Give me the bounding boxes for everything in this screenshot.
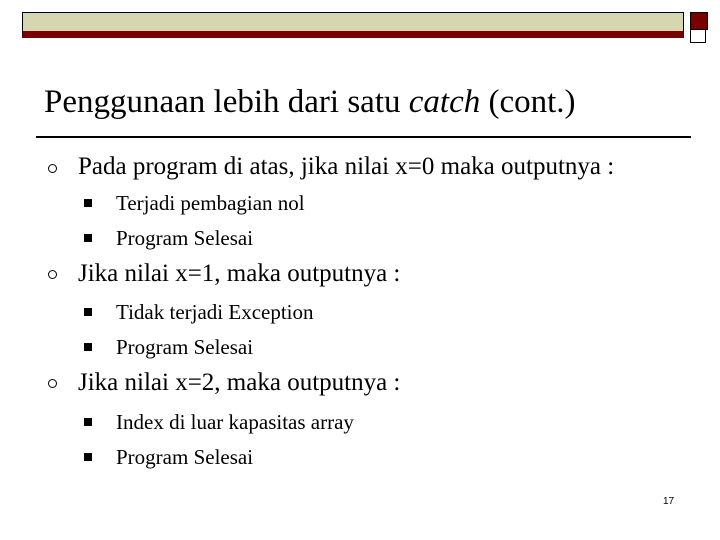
header-decoration-band — [22, 12, 684, 38]
hollow-circle-bullet-icon — [48, 164, 57, 173]
bullet-item: Pada program di atas, jika nilai x=0 maka outputnya : — [78, 153, 615, 180]
title-plain-text: Penggunaan lebih dari satu — [44, 84, 409, 120]
sub-bullet-item: Program Selesai — [116, 445, 254, 469]
sub-bullet-item: Terjadi pembagian nol — [116, 191, 305, 215]
title-italic-text: catch — [408, 84, 481, 120]
hollow-circle-bullet-icon — [48, 379, 57, 388]
bullet-item: Jika nilai x=2, maka outputnya : — [78, 369, 401, 396]
sub-bullet-item: Tidak terjadi Exception — [116, 300, 314, 324]
square-bullet-icon — [84, 453, 92, 461]
sub-bullet-item: Program Selesai — [116, 226, 254, 250]
square-bullet-icon — [84, 308, 92, 316]
hollow-circle-bullet-icon — [48, 270, 57, 279]
sub-bullet-item: Index di luar kapasitas array — [116, 410, 354, 434]
slide-title — [44, 82, 576, 122]
page-number: 17 — [663, 496, 675, 507]
title-suffix-text: (cont.) — [480, 84, 576, 120]
square-bullet-icon — [84, 418, 92, 426]
sub-bullet-item: Program Selesai — [116, 335, 254, 359]
square-bullet-icon — [84, 234, 92, 242]
bullet-item: Jika nilai x=1, maka outputnya : — [78, 260, 401, 287]
header-decoration-square-small — [690, 29, 706, 43]
square-bullet-icon — [84, 199, 92, 207]
header-decoration-square — [690, 12, 708, 30]
title-underline — [36, 136, 691, 138]
square-bullet-icon — [84, 343, 92, 351]
